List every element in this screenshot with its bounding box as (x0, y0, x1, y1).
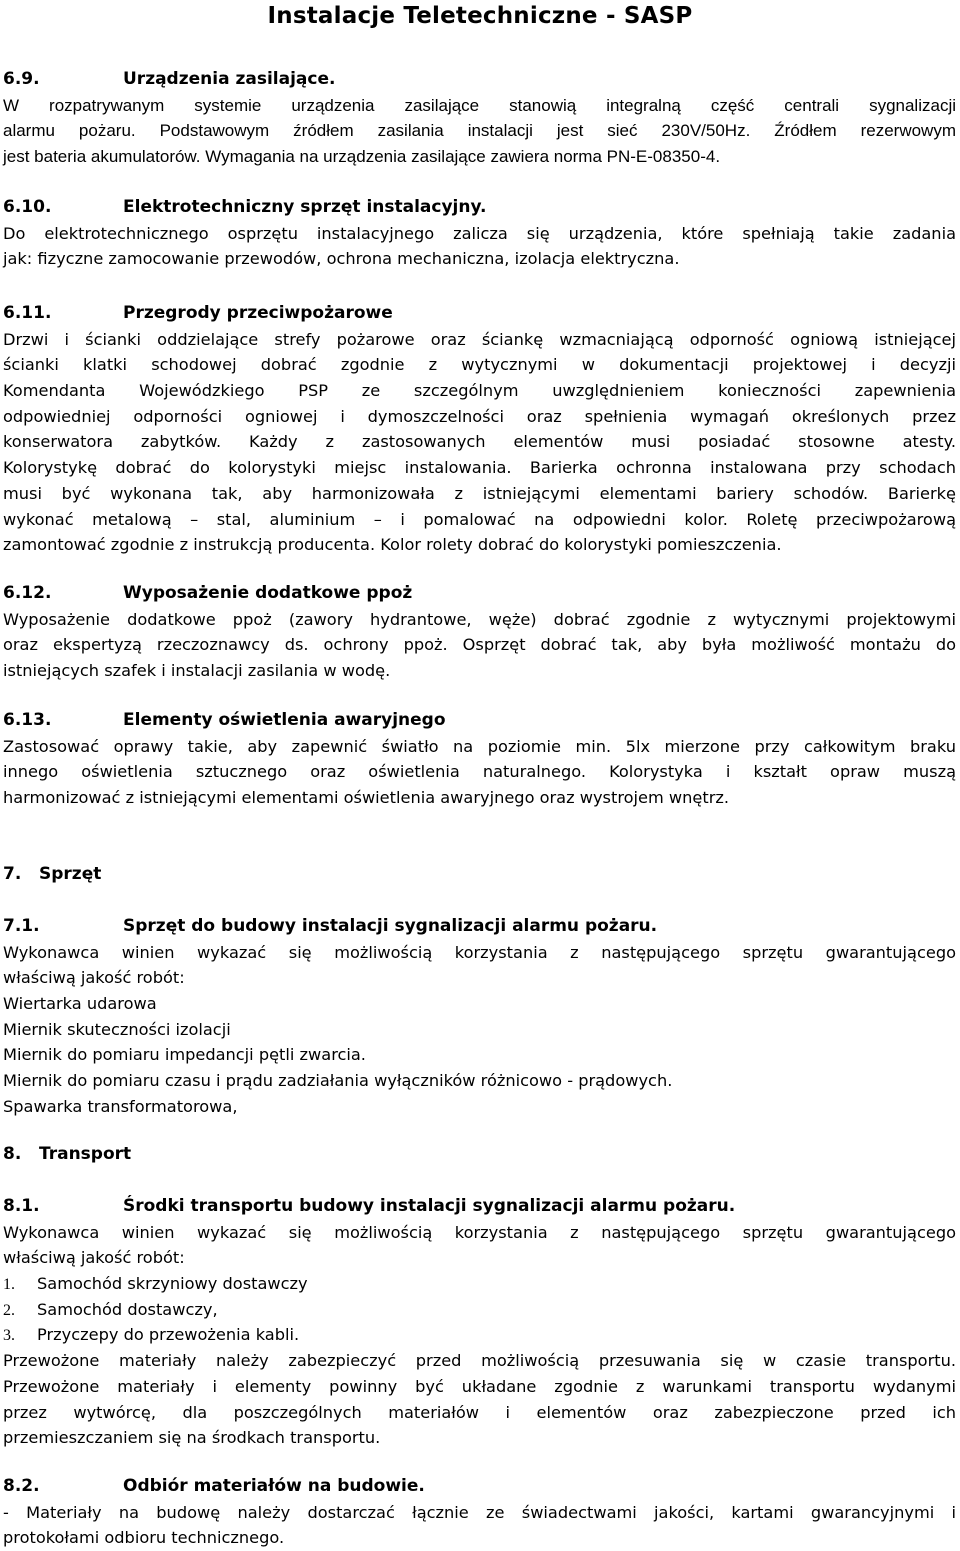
equipment-item: Wiertarka udarowa (3, 994, 157, 1014)
equipment-item: Miernik do pomiaru impedancji pętli zwarcia. (3, 1045, 366, 1065)
section-heading: 6.10. Elektrotechniczny sprzęt instalacyjny. (3, 197, 487, 217)
section-6-13 (3, 708, 956, 811)
paragraph-line: Wyposażenie dodatkowe ppoż (zawory hydrantowe, węże) dobrać zgodnie z wytycznymi projektowymi (3, 609, 956, 629)
document-title: Instalacje Teletechniczne - SASP (267, 3, 693, 29)
paragraph-line: musi być wykonana tak, aby harmonizowała z istniejącymi elementami bariery schodów. Barierkę (3, 483, 956, 503)
paragraph-line: W rozpatrywanym systemie urządzenia zasilające stanowią integralną część centrali sygnalizacji (3, 95, 956, 115)
paragraph-line: Wykonawca winien wykazać się możliwością korzystania z następującego sprzętu gwarantującego (3, 942, 956, 962)
section-heading: 6.11. Przegrody przeciwpożarowe (3, 303, 393, 323)
paragraph-line: konserwatora zabytków. Każdy z zastosowanych elementów musi posiadać stosowne atesty. (3, 432, 956, 452)
paragraph-line: harmonizować z istniejącymi elementami oświetlenia awaryjnego oraz wystrojem wnętrz. (3, 788, 730, 808)
list-item: 2. Samochód dostawczy, (3, 1299, 218, 1319)
chapter-heading: 7. Sprzęt (3, 864, 102, 884)
paragraph-line: Do elektrotechnicznego osprzętu instalacyjnego zalicza się urządzenia, które spełniają takie zadania (3, 223, 956, 243)
paragraph-line: wykonać metalową – stal, aluminium – i pomalować na odpowiedni kolor. Roletę przeciwpożarową (3, 509, 956, 529)
paragraph-line: oraz ekspertyzą rzeczoznawcy ds. ochrony ppoż. Osprzęt dobrać tak, aby była możliwość montażu do (3, 635, 956, 655)
paragraph-line: Zastosować oprawy takie, aby zapewnić światło na poziomie min. 5lx mierzone przy całkowitym braku (3, 736, 956, 756)
section-heading: 6.13. Elementy oświetlenia awaryjnego (3, 710, 446, 730)
list-item: 3. Przyczepy do przewożenia kabli. (3, 1325, 300, 1345)
section-heading: 8.2. Odbiór materiałów na budowie. (3, 1476, 425, 1496)
paragraph-line: jest bateria akumulatorów. Wymagania na urządzenia zasilające zawiera norma PN-E-08350-4. (3, 147, 721, 167)
paragraph-line: istniejących szafek i instalacji zasilania w wodę. (3, 661, 391, 681)
chapter-heading: 8. Transport (3, 1144, 132, 1164)
paragraph-line: właściwą jakość robót: (3, 968, 185, 988)
section-7 (3, 862, 956, 888)
paragraph-line: protokołami odbioru technicznego. (3, 1528, 285, 1548)
paragraph-line: Wykonawca winien wykazać się możliwością korzystania z następującego sprzętu gwarantującego (3, 1222, 956, 1242)
paragraph-line: Kolorystykę dobrać do kolorystyki miejsc instalowania. Barierka ochronna instalowana przy schodach (3, 458, 956, 478)
section-heading: 7.1. Sprzęt do budowy instalacji sygnalizacji alarmu pożaru. (3, 916, 658, 936)
section-6-10 (3, 195, 956, 272)
equipment-item: Spawarka transformatorowa, (3, 1096, 238, 1116)
paragraph-line: Drzwi i ścianki oddzielające strefy pożarowe oraz ściankę wzmacniającą odporność ogniową istniejącej (3, 329, 956, 349)
paragraph-line: alarmu pożaru. Podstawowym źródłem zasilania instalacji jest sieć 230V/50Hz. Źródłem rezerwowym (3, 121, 956, 141)
section-heading: 6.12. Wyposażenie dodatkowe ppoż (3, 583, 413, 603)
section-6-11 (3, 301, 956, 558)
paragraph-line: Przewożone materiały należy zabezpieczyć przed możliwością przesuwania się w czasie transportu. (3, 1351, 956, 1371)
section-6-9 (3, 67, 956, 170)
paragraph-line: Przewożone materiały i elementy powinny być układane zgodnie z warunkami transportu wydanymi (3, 1376, 956, 1396)
paragraph-line: ścianki klatki schodowej dobrać zgodnie z wytycznymi w dokumentacji projektowej i decyzji (3, 355, 956, 375)
equipment-item: Miernik skuteczności izolacji (3, 1019, 231, 1039)
paragraph-line: przemieszczaniem się na środkach transportu. (3, 1428, 381, 1448)
paragraph-line: Komendanta Wojewódzkiego PSP ze szczególnym uwzględnieniem konieczności zapewnienia (3, 381, 956, 401)
section-8-1 (3, 1194, 956, 1451)
paragraph-line: odpowiedniej odporności ogniowej i dymoszczelności oraz spełnienia wymagań określonych przez (3, 406, 956, 426)
paragraph-line: zamontować zgodnie z instrukcją producenta. Kolor rolety dobrać do kolorystyki pomieszczenia. (3, 535, 782, 555)
list-item: 1. Samochód skrzyniowy dostawczy (3, 1274, 308, 1294)
section-heading: 6.9. Urządzenia zasilające. (3, 69, 336, 89)
paragraph-line: przez wytwórcę, dla poszczególnych materiałów i elementów oraz zabezpieczone przed ich (3, 1402, 956, 1422)
section-7-1 (3, 914, 956, 1120)
paragraph-line: jak: fizyczne zamocowanie przewodów, ochrona mechaniczna, izolacja elektryczna. (3, 249, 680, 269)
section-8 (3, 1142, 956, 1168)
section-8-2 (3, 1474, 956, 1551)
section-heading: 8.1. Środki transportu budowy instalacji sygnalizacji alarmu pożaru. (3, 1196, 736, 1216)
paragraph-line: innego oświetlenia sztucznego oraz oświetlenia naturalnego. Kolorystyka i kształt opraw muszą (3, 762, 956, 782)
equipment-item: Miernik do pomiaru czasu i prądu zadziałania wyłączników różnicowo - prądowych. (3, 1071, 673, 1091)
section-6-12 (3, 581, 956, 684)
paragraph-line: - Materiały na budowę należy dostarczać łącznie ze świadectwami jakości, kartami gwarancyjnymi i (3, 1502, 956, 1522)
paragraph-line: właściwą jakość robót: (3, 1248, 185, 1268)
